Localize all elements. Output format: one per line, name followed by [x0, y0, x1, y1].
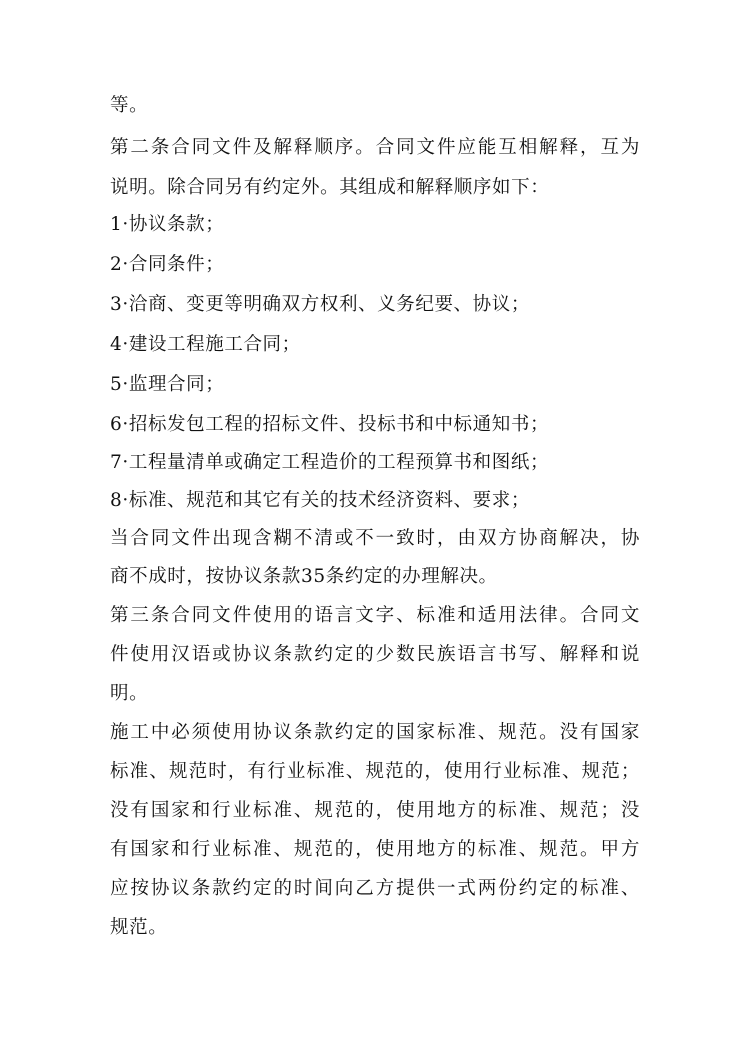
- text-line: 当合同文件出现含糊不清或不一致时，由双方协商解决，协: [110, 528, 640, 549]
- list-item: 8·标准、规范和其它有关的技术经济资料、要求；: [110, 490, 530, 511]
- text-line: 商不成时，按协议条款35条约定的办理解决。: [110, 566, 498, 587]
- list-item: 4·建设工程施工合同；: [110, 334, 301, 355]
- text-line: 应按协议条款约定的时间向乙方提供一式两份约定的标准、: [110, 878, 640, 899]
- text-line: 没有国家和行业标准、规范的，使用地方的标准、规范；没: [110, 800, 640, 821]
- text-line: 规范。: [110, 917, 168, 938]
- list-item: 2·合同条件；: [110, 254, 225, 275]
- text-line: 明。: [110, 683, 149, 704]
- list-item: 6·招标发包工程的招标文件、投标书和中标通知书；: [110, 414, 550, 435]
- text-line: 说明。除合同另有约定外。其组成和解释顺序如下：: [110, 177, 550, 198]
- text-line: 标准、规范时，有行业标准、规范的，使用行业标准、规范；: [110, 761, 640, 782]
- text-line: 第二条合同文件及解释顺序。合同文件应能互相解释，互为: [110, 137, 640, 158]
- list-item: 3·洽商、变更等明确双方权利、义务纪要、协议；: [110, 294, 530, 315]
- list-item: 7·工程量清单或确定工程造价的工程预算书和图纸；: [110, 452, 550, 473]
- text-line: 第三条合同文件使用的语言文字、标准和适用法律。合同文: [110, 605, 640, 626]
- list-item: 1·协议条款；: [110, 214, 225, 235]
- text-line: 有国家和行业标准、规范的，使用地方的标准、规范。甲方: [110, 839, 640, 860]
- text-line: 等。: [110, 95, 149, 116]
- text-line: 件使用汉语或协议条款约定的少数民族语言书写、解释和说: [110, 644, 640, 665]
- list-item: 5·监理合同；: [110, 374, 225, 395]
- text-line: 施工中必须使用协议条款约定的国家标准、规范。没有国家: [110, 722, 640, 743]
